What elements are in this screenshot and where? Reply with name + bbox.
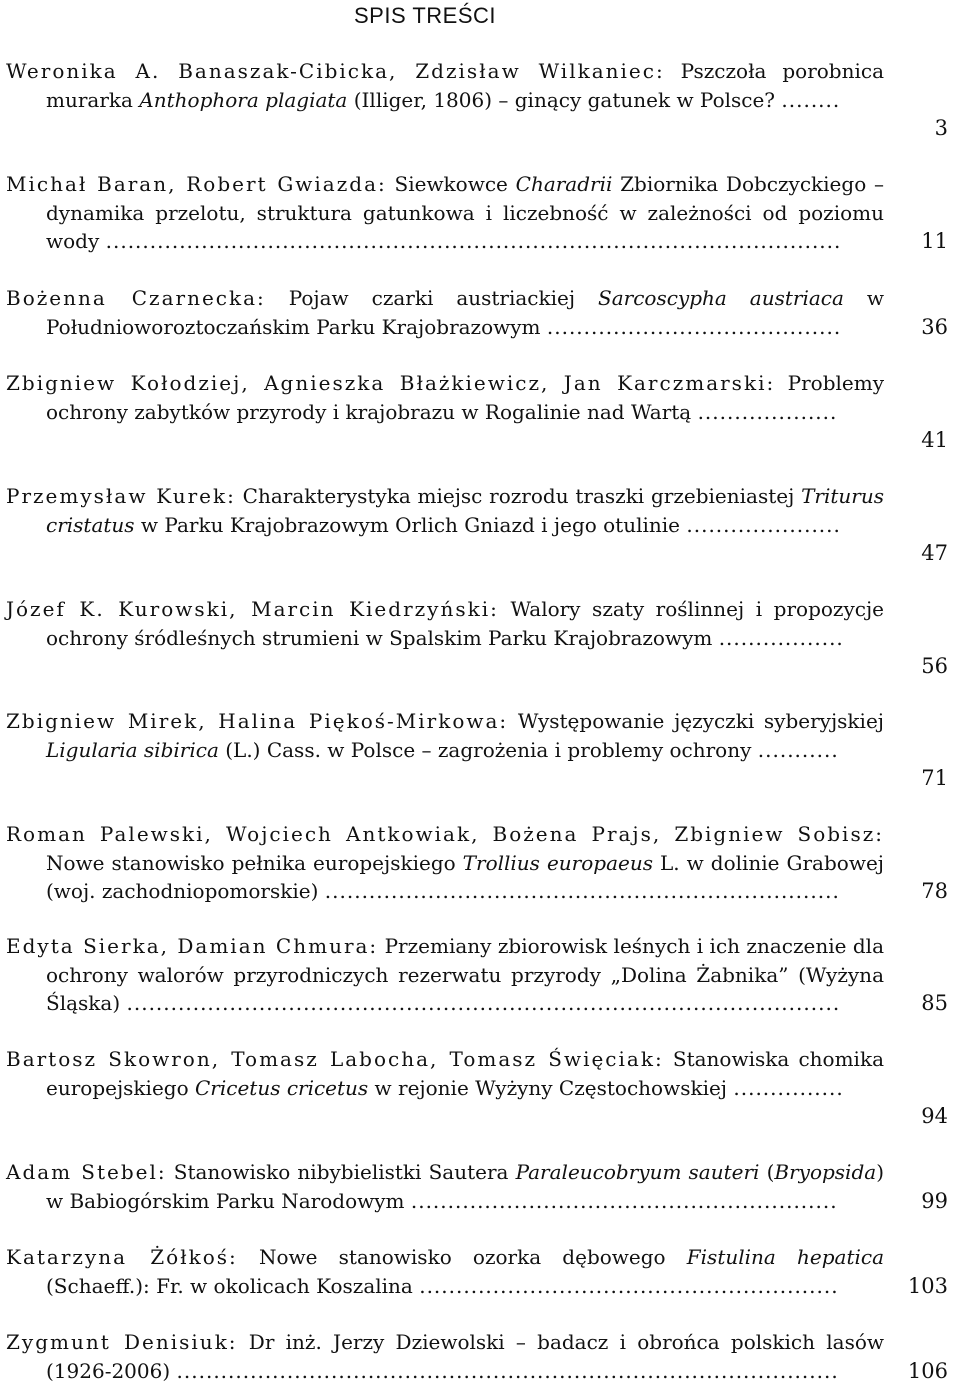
entry-authors: Zygmunt Denisiuk: — [6, 1330, 238, 1354]
page-number: 47 — [921, 541, 948, 565]
entry-authors: Weronika A. Banaszak-Cibicka, Zdzisław Wilkaniec: — [6, 59, 665, 83]
dot-leader: ................. — [718, 625, 844, 650]
toc-entry-text — [6, 57, 884, 114]
entry-title-segment: Nowe stanowisko ozorka dębowego — [237, 1245, 687, 1269]
entry-authors: Katarzyna Żółkoś: — [6, 1245, 238, 1269]
entry-title-latin-name: Fistulina hepatica — [686, 1245, 885, 1269]
toc-entry-text — [6, 932, 884, 1018]
page-number: 78 — [921, 879, 948, 903]
entry-title-latin-name: Anthophora plagiata — [139, 87, 348, 112]
dot-leader: ................... — [697, 399, 838, 424]
dot-leader: .......................................................... — [410, 1188, 838, 1213]
entry-title-segment: ) w Babiogórskim Parku Narodowym — [46, 1160, 884, 1213]
page-number: 106 — [907, 1358, 948, 1383]
toc-entry — [6, 1045, 948, 1131]
toc-entry — [6, 595, 948, 681]
entry-authors: Bartosz Skowron, Tomasz Labocha, Tomasz Święciak: — [6, 1047, 664, 1071]
entry-authors: Adam Stebel: — [6, 1160, 167, 1184]
entry-title-segment: (L.) Cass. w Polsce – zagrożenia i problemy ochrony — [218, 737, 758, 762]
toc-entry-text — [6, 707, 884, 764]
dot-leader: ........... — [757, 737, 839, 762]
page-number: 11 — [921, 229, 948, 253]
toc-entry — [6, 707, 948, 793]
page-number: 99 — [921, 1188, 948, 1213]
page-number: 94 — [921, 1104, 948, 1128]
entry-authors: Przemysław Kurek: — [6, 484, 236, 508]
page-number: 103 — [907, 1273, 948, 1298]
entry-title-segment: Nowe stanowisko pełnika europejskiego — [46, 850, 463, 875]
page-number: 36 — [921, 314, 948, 339]
toc-entry — [6, 369, 948, 455]
entry-authors: Michał Baran, Robert Gwiazda: — [6, 172, 387, 196]
entry-title-latin-name: Bryopsida — [774, 1160, 877, 1184]
entry-title-latin-name: Ligularia sibirica — [46, 737, 219, 762]
page-number: 56 — [921, 654, 948, 678]
dot-leader: ........................................ — [546, 314, 842, 339]
page-title: SPIS TREŚCI — [353, 3, 497, 28]
entry-title-segment: Walory szaty roślinnej i propozycje ochrony śródleśnych strumieni w Spalskim Parku Krajobrazowym — [46, 597, 885, 650]
toc-entry — [6, 170, 948, 256]
dot-leader: ......................................................... — [419, 1273, 839, 1298]
entry-title-segment: w Parku Krajobrazowym Orlich Gniazd i jego otulinie — [134, 512, 687, 537]
page-number: 85 — [921, 991, 948, 1015]
entry-title-segment: Problemy ochrony zabytków przyrody i krajobrazu w Rogalinie nad Wartą — [46, 371, 885, 424]
entry-title-segment: Pszczoła porobnica murarka — [46, 59, 884, 112]
entry-title-segment: Przemiany zbiorowisk leśnych i ich znaczenie dla ochrony walorów przyrodniczych rezerwatu przyrody „Dolina Żabnika” (Wyżyna Śląska) — [46, 934, 885, 1015]
entry-title-segment: (Schaeff.): Fr. w okolicach Koszalina — [46, 1273, 420, 1298]
entry-authors: Edyta Sierka, Damian Chmura: — [6, 934, 379, 958]
entry-authors: Zbigniew Kołodziej, Agnieszka Błażkiewicz, Jan Karczmarski: — [6, 371, 776, 395]
toc-entry — [6, 57, 948, 143]
entry-authors: Józef K. Kurowski, Marcin Kiedrzyński: — [6, 597, 499, 621]
entry-title-segment: (Illiger, 1806) – ginący gatunek w Polsce? — [347, 87, 782, 112]
toc-entry — [6, 1158, 948, 1215]
toc-entry — [6, 482, 948, 568]
entry-title-latin-name: Cricetus cricetus — [194, 1075, 369, 1100]
entry-title-latin-name: Sarcoscypha austriaca — [598, 286, 844, 310]
entry-title-segment: Pojaw czarki austriackiej — [265, 286, 599, 310]
entry-authors: Zbigniew Mirek, Halina Piękoś-Mirkowa: — [6, 709, 509, 733]
toc-entry-text — [6, 595, 884, 652]
toc-entry — [6, 1243, 948, 1300]
page-number: 41 — [921, 428, 948, 452]
dot-leader: ............... — [733, 1075, 844, 1100]
entry-title-segment: Zbiornika Dobczyckiego – dynamika przelotu, struktura gatunkowa i liczebność w zależności od poziomu wody — [46, 172, 884, 253]
toc-entry-text — [6, 1328, 884, 1385]
entry-title-segment: ( — [759, 1160, 775, 1184]
entry-title-segment: Występowanie języczki syberyjskiej — [508, 709, 884, 733]
entry-title-segment: Dr inż. Jerzy Dziewolski – badacz i obrońca polskich lasów (1926-2006) — [46, 1330, 885, 1383]
toc-entry-text — [6, 820, 884, 906]
entry-title-segment: Stanowisko nibybielistki Sautera — [166, 1160, 516, 1184]
toc-entry-text — [6, 1158, 884, 1215]
entry-authors: Roman Palewski, Wojciech Antkowiak, Bożena Prajs, Zbigniew Sobisz: — [6, 822, 884, 846]
dot-leader: ...................................................................... — [324, 879, 840, 903]
entry-title-segment: w rejonie Wyżyny Częstochowskiej — [368, 1075, 734, 1100]
page-number: 71 — [921, 766, 948, 790]
entry-title-latin-name: Charadrii — [515, 172, 613, 196]
toc-entry-text — [6, 369, 884, 426]
dot-leader: .................................................................................................... — [105, 229, 842, 253]
toc-entry-text — [6, 482, 884, 539]
entry-title-segment: w Południoworoztoczańskim Parku Krajobrazowym — [46, 286, 884, 339]
dot-leader: ..................... — [686, 512, 841, 537]
toc-entry-text — [6, 284, 884, 341]
entry-title-segment: L. w dolinie Grabowej (woj. zachodniopomorskie) — [46, 850, 884, 903]
toc-entry-text — [6, 1045, 884, 1102]
toc-entry — [6, 820, 948, 906]
toc-entry — [6, 932, 948, 1018]
toc-entry-text — [6, 170, 884, 256]
entry-title-segment: Charakterystyka miejsc rozrodu traszki grzebieniastej — [235, 484, 802, 508]
entry-title-latin-name: Triturus cristatus — [46, 484, 884, 537]
entry-title-segment: Siewkowce — [386, 172, 516, 196]
toc-entry-text — [6, 1243, 884, 1300]
page-number: 3 — [934, 116, 948, 140]
entry-title-latin-name: Trollius europaeus — [462, 850, 653, 875]
dot-leader: .......................................................................................... — [176, 1358, 839, 1383]
toc-entry — [6, 284, 948, 341]
entry-title-segment: Stanowiska chomika europejskiego — [46, 1047, 884, 1100]
toc-entry — [6, 1328, 948, 1385]
entry-title-latin-name: Paraleucobryum sauteri — [515, 1160, 760, 1184]
dot-leader: ................................................................................................. — [126, 991, 841, 1015]
entry-authors: Bożenna Czarnecka: — [6, 286, 266, 310]
dot-leader: ........ — [781, 87, 841, 112]
